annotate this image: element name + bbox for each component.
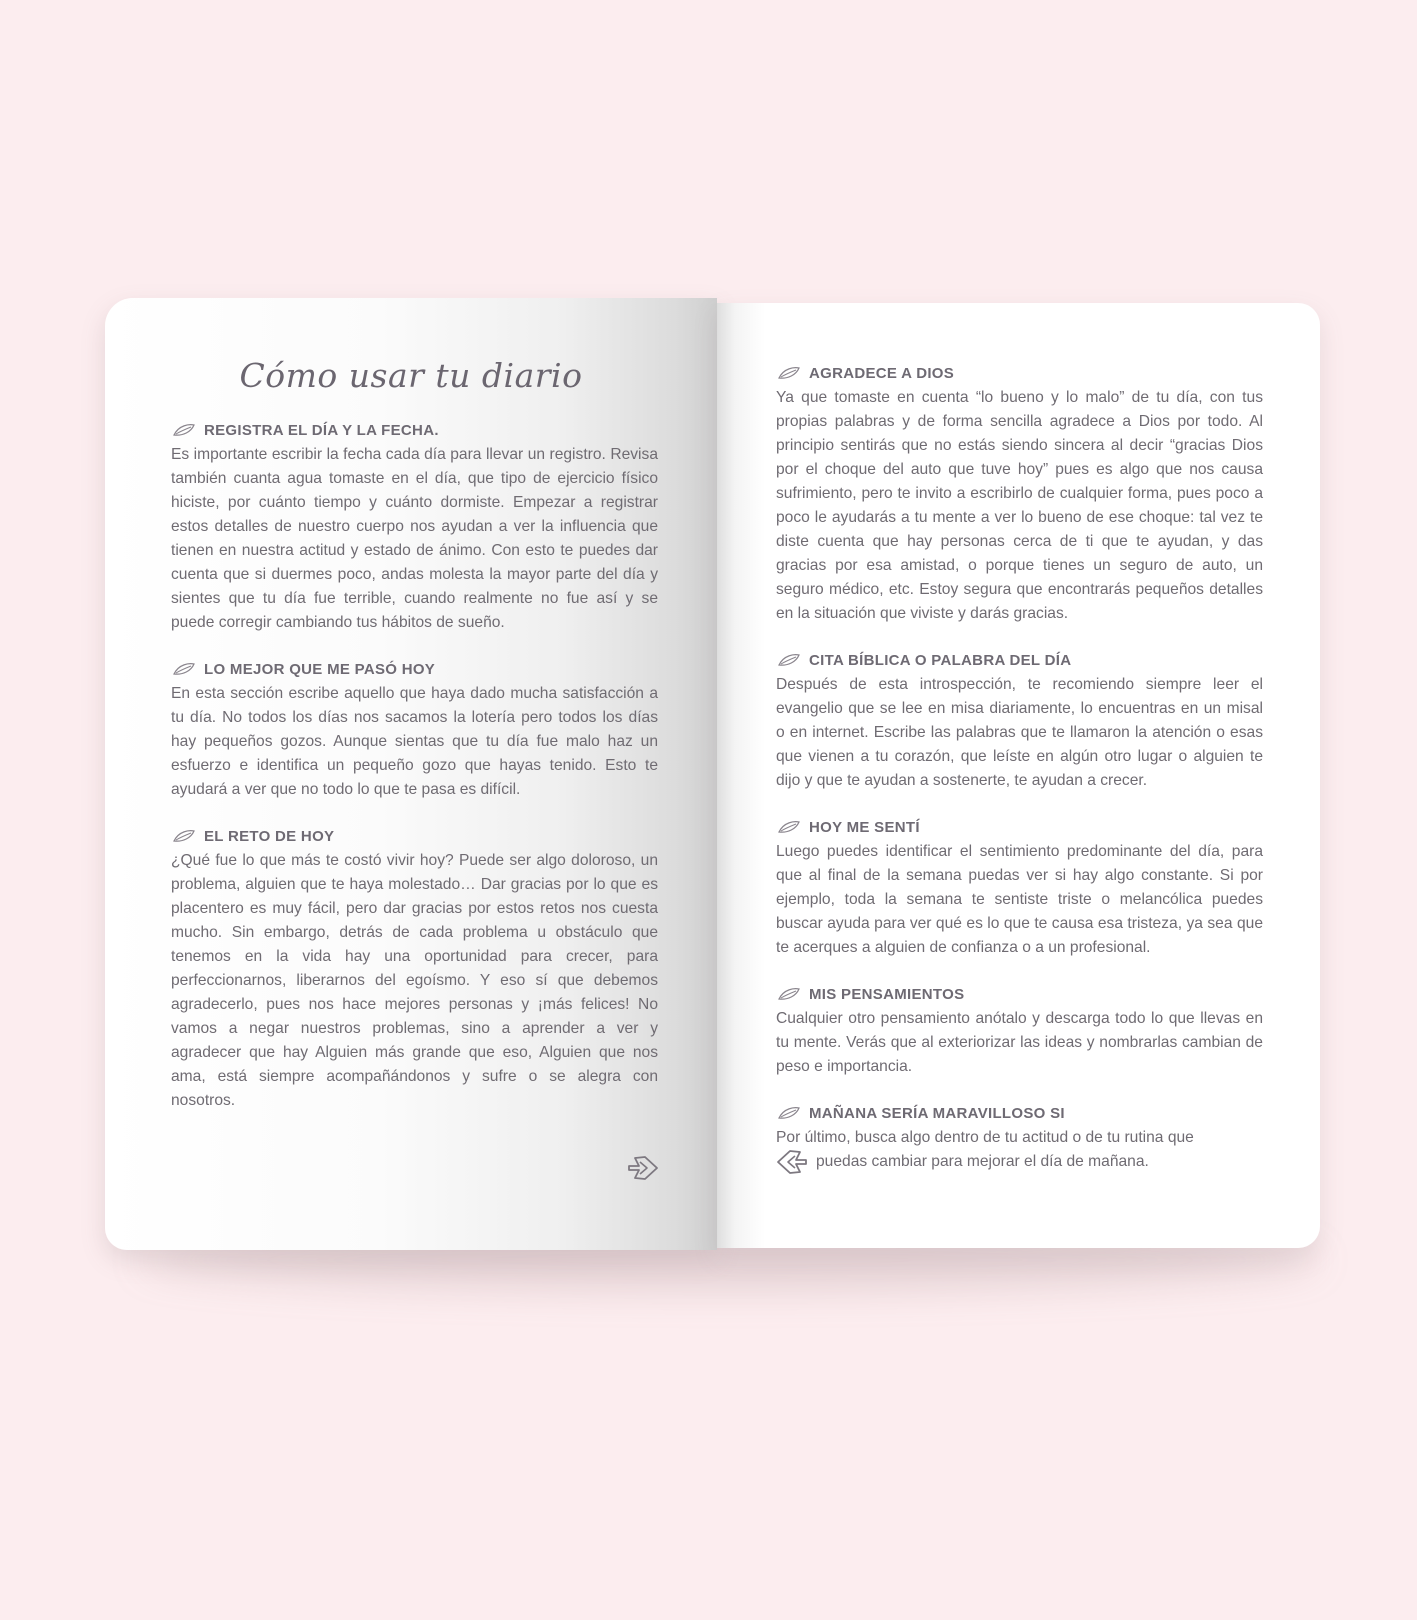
section-header [776,649,1263,671]
page-title: Cómo usar tu diario [239,356,583,395]
section-body: Luego puedes identificar el sentimiento predominante del día, para que al final de la semana puedas ver si hay algo constante. Si por ejemplo, toda la semana te sentiste triste o melancólica puedes buscar ayuda para ver qué es lo que te causa esa tristeza, ya sea que te acerques a alguien de confianza o a un profesional. [776,843,1263,956]
section-header [776,983,1263,1005]
section-body: Cualquier otro pensamiento anótalo y descarga todo lo que llevas en tu mente. Verás que al exteriorizar las ideas y nombrarlas cambian de peso e importancia. [776,1010,1263,1075]
section-heading: MIS PENSAMIENTOS [809,985,965,1003]
section-body: ¿Qué fue lo que más te costó vivir hoy? Puede ser algo doloroso, un problema, alguien que te haya molestado… Dar gracias por lo que es placentero es muy fácil, pero dar gracias por estos retos nos cuesta mucho. Sin embargo, detrás de cada problema u obstáculo que tenemos en la vida hay una oportunidad para crecer, para perfeccionarnos, liberarnos del egoísmo. Y eso sí que debemos agradecerlo, pues nos hace mejores personas y ¡más felices! No vamos a negar nuestros problemas, sino a aprender a ver y agradecer que hay Alguien más grande que eso, Alguien que nos ama, está siempre acompañándonos y sufre o se alegra con nosotros. [171,852,658,1109]
section-body: Después de esta introspección, te recomiendo siempre leer el evangelio que se lee en misa diariamente, lo encuentras en un misal o en internet. Escribe las palabras que te llamaron la atención o esas que vienen a tu corazón, que leíste en algún otro lugar o alguien te dijo y que te ayudan a sostenerte, te ayudan a crecer. [776,676,1263,789]
section-heading: EL RETO DE HOY [204,827,335,845]
leaf-icon [778,366,800,380]
leaf-icon [173,829,195,843]
left-column [171,419,658,1136]
section-hoy-me-senti [776,816,1263,960]
section-header [171,825,658,847]
section-body: En esta sección escribe aquello que haya dado mucha satisfacción a tu día. No todos los días nos sacamos la lotería pero todos los días hay pequeños gozos. Aunque sientas que tu día fue malo haz un esfuerzo e identifica un pequeño gozo que hayas tenido. Esto te ayudará a ver que no todo lo que te pasa es difícil. [171,685,658,798]
section-heading: MAÑANA SERÍA MARAVILLOSO SI [809,1104,1065,1122]
section-body: Es importante escribir la fecha cada día para llevar un registro. Revisa también cuanta agua tomaste en el día, que tipo de ejercicio físico hiciste, por cuánto tiempo y cuánto dormiste. Empezar a registrar estos detalles de nuestro cuerpo nos ayudan a ver la influencia que tienen en nuestra actitud y estado de ánimo. Con esto te puedes dar cuenta que si duermes poco, andas molesta la mayor parte del día y sientes que tu día fue terrible, cuando realmente no fue así y se puede corregir cambiando tus hábitos de sueño. [171,446,658,631]
leaf-icon [778,987,800,1001]
right-page [717,303,1320,1248]
section-heading: AGRADECE A DIOS [809,364,955,382]
section-header [171,658,658,680]
leaf-icon [173,423,195,437]
section-heading: HOY ME SENTÍ [809,818,920,836]
section-cita-biblica [776,649,1263,793]
section-mis-pensamientos [776,983,1263,1079]
section-manana [776,1102,1263,1176]
section-body: Ya que tomaste en cuenta “lo bueno y lo malo” de tu día, con tus propias palabras y de forma sencilla agradece a Dios por todo. Al principio sentirás que no estás siendo sincera al decir “gracias Dios por el choque del auto que tuve hoy” pues es algo que nos causa sufrimiento, pero te invito a escribirlo de cualquier forma, pues poco a poco le ayudarás a tu mente a ver lo bueno de ese choque: tal vez te diste cuenta que hay personas cerca de ti que te ayudan, y das gracias por esa amistad, o porque tienes un seguro de auto, un seguro médico, etc. Estoy segura que encontrarás pequeños detalles en la situación que viviste y darás gracias. [776,389,1263,622]
page-arrow-icon [627,1154,659,1182]
section-body-last-line: puedas cambiar para mejorar el día de mañana. [816,1153,1149,1170]
leaf-icon [778,1106,800,1120]
section-lo-mejor [171,658,658,802]
section-header [171,419,658,441]
section-heading: REGISTRA EL DÍA Y LA FECHA. [204,421,439,439]
leaf-icon [173,662,195,676]
section-agradece-a-dios [776,362,1263,626]
section-body: Por último, busca algo dentro de tu actitud o de tu rutina que [776,1129,1194,1146]
leaf-icon [778,820,800,834]
last-line [776,1148,1263,1176]
leaf-icon [778,653,800,667]
section-registra-el-dia [171,419,658,635]
section-heading: CITA BÍBLICA O PALABRA DEL DÍA [809,651,1072,669]
section-header [776,1102,1263,1124]
section-header [776,816,1263,838]
section-header [776,362,1263,384]
section-el-reto [171,825,658,1113]
page-arrow-icon [776,1148,808,1176]
left-page [105,298,717,1250]
section-heading: LO MEJOR QUE ME PASÓ HOY [204,660,436,678]
right-column [776,362,1263,1199]
